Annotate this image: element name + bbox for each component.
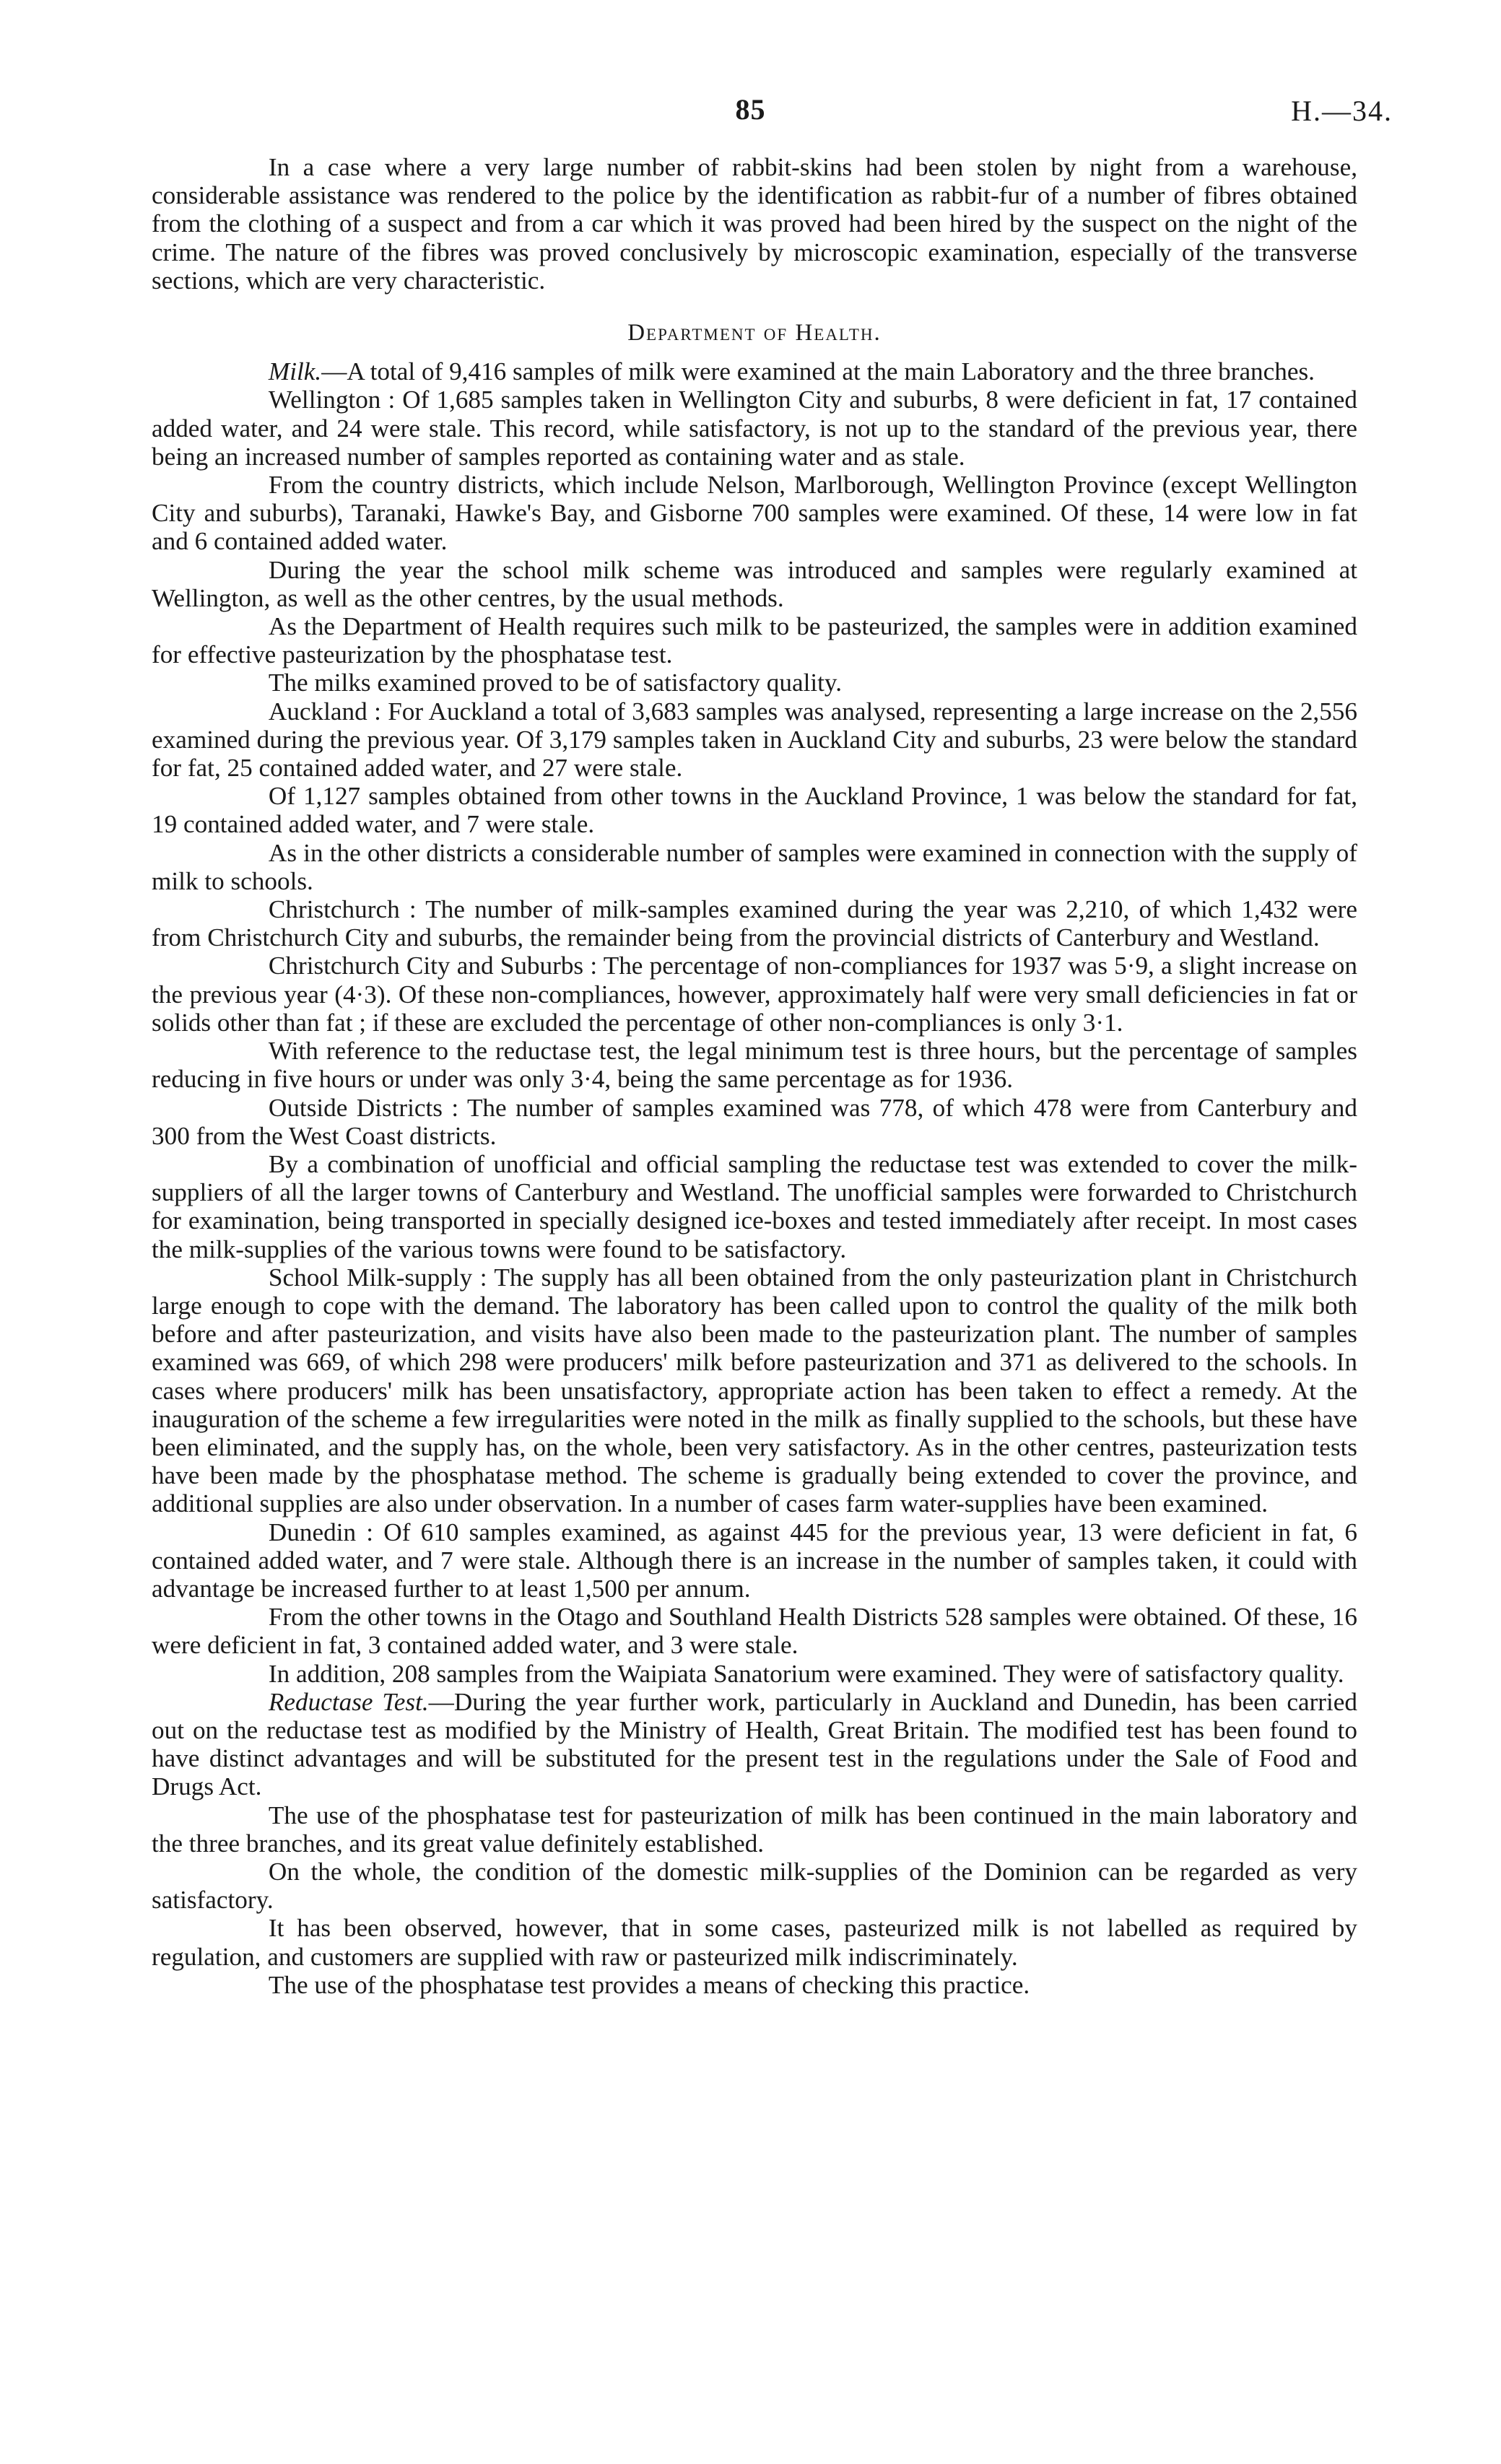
paragraph: School Milk-supply : The supply has all been obtained from the only pasteurization plant in Christchurch large enough to cope with the demand. The laboratory has been called upon to control the quality of the milk both before and after pasteurization, and visits have also been made to the pasteurization plant. The number of samples examined was 669, of which 298 were producers' milk before pasteurization and 371 as delivered to the schools. In cases where producers' milk has been unsatisfactory, appropriate action has been taken to effect a remedy. At the inauguration of the scheme a few irregularities were noted in the milk as finally supplied to the schools, but these have been eliminated, and the supply has, on the whole, been very satisfactory. As in the other centres, pasteurization tests have been made by the phosphatase method. The scheme is gradually being extended to cover the province, and additional supplies are also under observation. In a number of cases farm water-supplies have been examined. <box>152 1263 1357 1518</box>
paragraph: The use of the phosphatase test provides a means of checking this practice. <box>268 1970 1030 1999</box>
document-body <box>152 153 1357 1999</box>
paragraph: Christchurch : The number of milk-samples examined during the year was 2,210, of which 1,432 were from Christchurch City and suburbs, the remainder being from the provincial districts of Canterbury and Westland. <box>152 895 1357 952</box>
milk-intro-paragraph <box>152 357 1357 386</box>
page-reference: H.—34. <box>1291 95 1393 127</box>
page-header <box>108 92 1393 136</box>
paragraph: As in the other districts a considerable number of samples were examined in connection with the supply of milk to schools. <box>152 838 1357 895</box>
intro-paragraph: In a case where a very large number of rabbit-skins had been stolen by night from a warehouse, considerable assistance was rendered to the police by the identification as rabbit-fur of a number of fibres obtained from the clothing of a suspect and from a car which it was proved had been hired by the suspect on the night of the crime. The nature of the fibres was proved conclusively by microscopic examination, especially of the transverse sections, which are very characteristic. <box>152 153 1357 295</box>
paragraph: In addition, 208 samples from the Waipiata Sanatorium were examined. They were of satisfactory quality. <box>268 1659 1344 1688</box>
paragraph: During the year the school milk scheme was introduced and samples were regularly examined at Wellington, as well as the other centres, by the usual methods. <box>152 555 1357 612</box>
paragraph: By a combination of unofficial and official sampling the reductase test was extended to cover the milk-suppliers of all the larger towns of Canterbury and Westland. The unofficial samples were forwarded to Christchurch for examination, being transported in specially designed ice-boxes and tested immediately after receipt. In most cases the milk-supplies of the various towns were found to be satisfactory. <box>152 1149 1357 1263</box>
paragraph: The use of the phosphatase test for pasteurization of milk has been continued in the main laboratory and the three branches, and its great value definitely established. <box>152 1801 1357 1858</box>
milk-lead: Milk. <box>268 357 322 386</box>
paragraph: With reference to the reductase test, the legal minimum test is three hours, but the percentage of samples reducing in five hours or under was only 3·4, being the same percentage as for 1936. <box>152 1037 1357 1094</box>
milk-intro-text: —A total of 9,416 samples of milk were examined at the main Laboratory and the three branches. <box>321 357 1315 386</box>
reductase-paragraph <box>152 1688 1357 1801</box>
paragraph: As the Department of Health requires such milk to be pasteurized, the samples were in addition examined for effective pasteurization by the phosphatase test. <box>152 612 1357 669</box>
paragraph: Dunedin : Of 610 samples examined, as against 445 for the previous year, 13 were deficient in fat, 6 contained added water, and 7 were stale. Although there is an increase in the number of samples taken, it could with advantage be increased further to at least 1,500 per annum. <box>152 1518 1357 1603</box>
paragraph: Of 1,127 samples obtained from other towns in the Auckland Province, 1 was below the standard for fat, 19 contained added water, and 7 were stale. <box>152 782 1357 839</box>
section-heading: Department of Health. <box>627 320 882 347</box>
paragraph: From the other towns in the Otago and Southland Health Districts 528 samples were obtained. Of these, 16 were deficient in fat, 3 contained added water, and 3 were stale. <box>152 1603 1357 1660</box>
paragraph: Christchurch City and Suburbs : The percentage of non-compliances for 1937 was 5·9, a slight increase on the previous year (4·3). Of these non-compliances, however, approximately half were very small deficiencies in fat or solids other than fat ; if these are excluded the percentage of other non-compliances is only 3·1. <box>152 952 1357 1037</box>
paragraph: On the whole, the condition of the domestic milk-supplies of the Dominion can be regarded as very satisfactory. <box>152 1857 1357 1915</box>
paragraph: From the country districts, which include Nelson, Marlborough, Wellington Province (except Wellington City and suburbs), Taranaki, Hawke's Bay, and Gisborne 700 samples were examined. Of these, 14 were low in fat and 6 contained added water. <box>152 471 1357 556</box>
page-number: 85 <box>735 93 766 126</box>
paragraph: Outside Districts : The number of samples examined was 778, of which 478 were from Canterbury and 300 from the West Coast districts. <box>152 1093 1357 1150</box>
reductase-lead: Reductase Test. <box>268 1687 429 1716</box>
paragraph: Wellington : Of 1,685 samples taken in Wellington City and suburbs, 8 were deficient in fat, 17 contained added water, and 24 were stale. This record, while satisfactory, is not up to the standard of the previous year, there being an increased number of samples reported as containing water and as stale. <box>152 386 1357 471</box>
reductase-text: —During the year further work, particularly in Auckland and Dunedin, has been carried out on the reductase test as modified by the Ministry of Health, Great Britain. The modified test has been found to have distinct advantages and will be substituted for the present test in the regulations under the Sale of Food and Drugs Act. <box>152 1687 1357 1801</box>
paragraph: The milks examined proved to be of satisfactory quality. <box>268 669 843 697</box>
paragraph: It has been observed, however, that in some cases, pasteurized milk is not labelled as required by regulation, and customers are supplied with raw or pasteurized milk indiscriminately. <box>152 1914 1357 1971</box>
paragraph: Auckland : For Auckland a total of 3,683 samples was analysed, representing a large increase on the 2,556 examined during the previous year. Of 3,179 samples taken in Auckland City and suburbs, 23 were below the standard for fat, 25 contained added water, and 27 were stale. <box>152 697 1357 783</box>
